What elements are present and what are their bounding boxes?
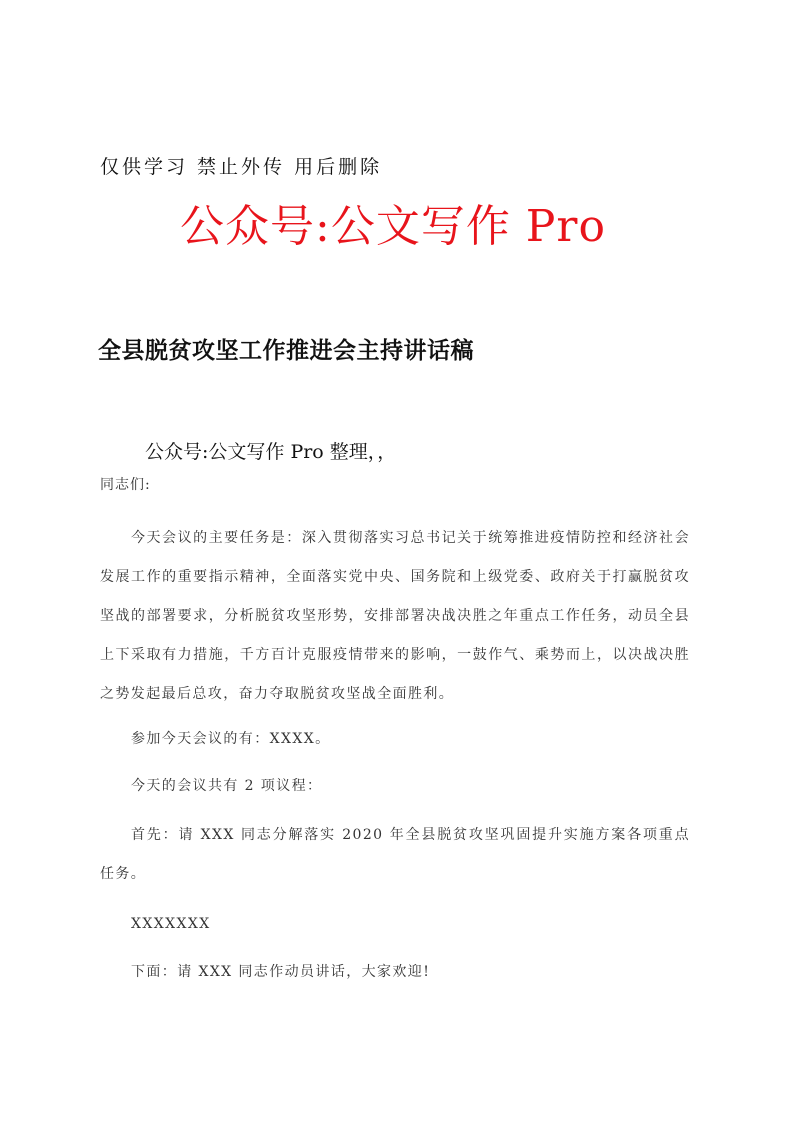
paragraph-main-task: 今天会议的主要任务是：深入贯彻落实习总书记关于统筹推进疫情防控和经济社会发展工作的重要指示精神，全面落实党中央、国务院和上级党委、政府关于打赢脱贫攻坚战的部署要求，分析脱贫攻坚形势，安排部署决战决胜之年重点工作任务，动员全县上下采取有力措施，千方百计克服疫情带来的影响，一鼓作气、乘势而上，以决战决胜之势发起最后总攻，奋力夺取脱贫攻坚战全面胜利。 (100, 530, 690, 702)
salutation: 同志们: (100, 477, 151, 493)
usage-notice: 仅供学习 禁止外传 用后删除 (100, 156, 383, 178)
paragraph-first-item: 首先：请 XXX 同志分解落实 2020 年全县脱贫攻坚巩固提升实施方案各项重点任务。 (100, 827, 690, 882)
document-title: 全县脱贫攻坚工作推进会主持讲话稿 (98, 338, 474, 364)
paragraph-next-item: 下面：请 XXX 同志作动员讲话，大家欢迎! (131, 964, 431, 980)
document-subtitle: 公众号:公文写作 Pro 整理，， (145, 441, 397, 463)
brand-watermark-heading: 公众号:公文写作 Pro (180, 201, 606, 252)
paragraph-placeholder: XXXXXXX (131, 916, 211, 932)
paragraph-attendees: 参加今天会议的有：XXXX。 (131, 731, 331, 747)
paragraph-agenda: 今天的会议共有 2 项议程： (131, 778, 323, 794)
